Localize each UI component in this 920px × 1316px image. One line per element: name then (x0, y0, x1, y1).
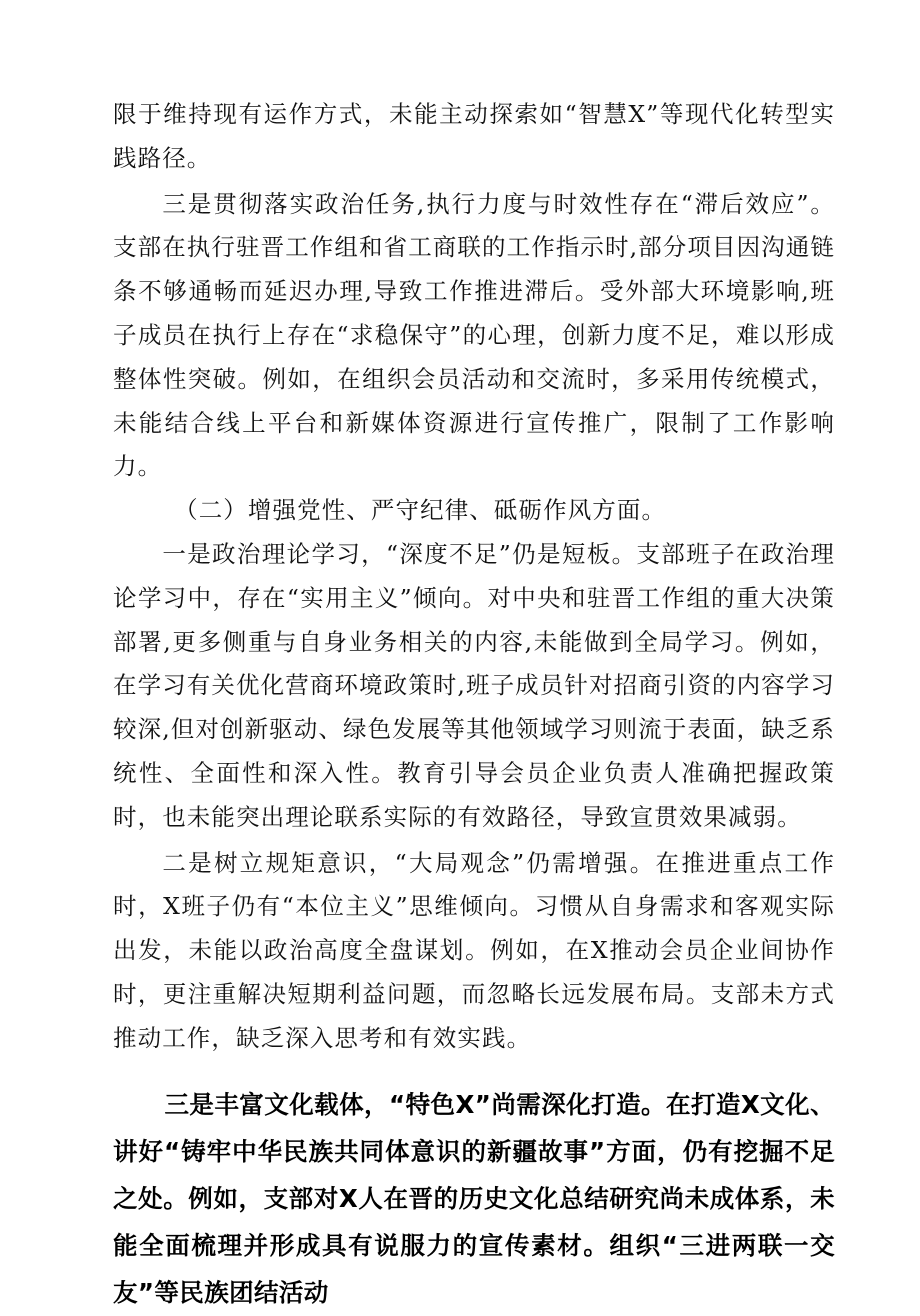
paragraph-point-two-rules-awareness: 二是树立规矩意识，“大局观念”仍需增强。在推进重点工作时，X班子仍有“本位主义”思维倾向。习惯从自身需求和客观实际出发，未能以政治高度全盘谋划。例如，在X推动会员企业间协作时，更注重解决短期利益问题，而忽略长远发展布局。支部未方式推动工作，缺乏深入思考和有效实践。 (113, 848, 835, 1052)
section-heading-two: （二）增强党性、严守纪律、砥砺作风方面。 (174, 496, 667, 525)
paragraph-continuation: 限于维持现有运作方式，未能主动探索如“智慧X”等现代化转型实践路径。 (113, 100, 835, 172)
paragraph-point-one-theory-study: 一是政治理论学习，“深度不足”仍是短板。支部班子在政治理论学习中，存在“实用主义”倾向。对中央和驻晋工作组的重大决策部署,更多侧重与自身业务相关的内容,未能做到全局学习。例如，在学习有关优化营商环境政策时,班子成员针对招商引资的内容学习较深,但对创新驱动、绿色发展等其他领域学习则流于表面，缺乏系统性、全面性和深入性。教育引导会员企业负责人准确把握政策时，也未能突出理论联系实际的有效路径，导致宣贯效果减弱。 (113, 539, 835, 831)
paragraph-point-three-political-tasks: 三是贯彻落实政治任务,执行力度与时效性存在“滞后效应”。支部在执行驻晋工作组和省工商联的工作指示时,部分项目因沟通链条不够通畅而延迟办理,导致工作推进滞后。受外部大环境影响,班子成员在执行上存在“求稳保守”的心理，创新力度不足，难以形成整体性突破。例如，在组织会员活动和交流时，多采用传统模式，未能结合线上平台和新媒体资源进行宣传推广，限制了工作影响力。 (113, 189, 835, 481)
paragraph-point-three-culture: 三是丰富文化载体，“特色X”尚需深化打造。在打造X文化、讲好“铸牢中华民族共同体意识的新疆故事”方面，仍有挖掘不足之处。例如，支部对X人在晋的历史文化总结研究尚未成体系，未能全面梳理并形成具有说服力的宣传素材。组织“三进两联一交友”等民族团结活动 (113, 1089, 835, 1307)
document-body (113, 93, 835, 1316)
